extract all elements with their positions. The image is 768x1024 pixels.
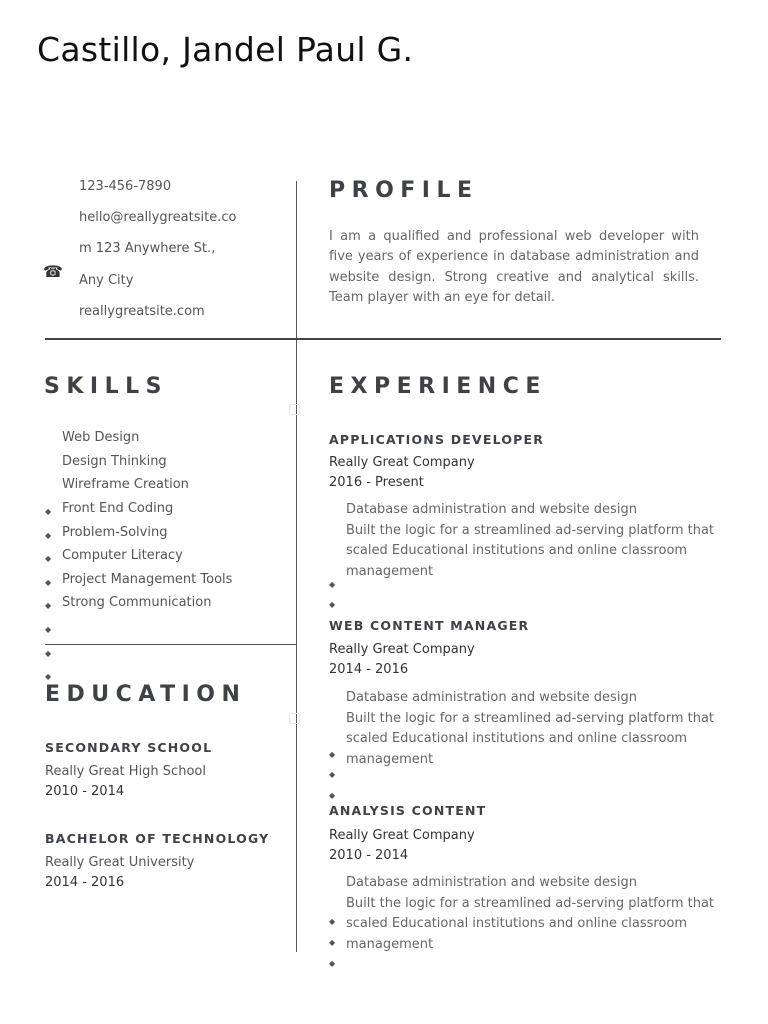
education-heading: EDUCATION — [45, 682, 247, 707]
vertical-divider-top — [296, 181, 297, 339]
bullet-icon: ◆ — [45, 507, 52, 516]
job-bullets — [346, 500, 718, 582]
bullet-icon: ◆ — [329, 938, 336, 947]
skill-item: Strong Communication — [62, 595, 212, 610]
job-years: 2014 - 2016 — [329, 662, 409, 677]
placeholder-box — [289, 404, 300, 415]
left-column-divider — [45, 644, 296, 645]
resume-name: Castillo, Jandel Paul G. — [37, 30, 414, 69]
skill-item: Project Management Tools — [62, 572, 233, 587]
experience-heading: EXPERIENCE — [329, 374, 547, 399]
contact-phone: 123-456-7890 — [79, 179, 172, 194]
job-bullets — [346, 688, 718, 770]
education-school: Really Great University — [45, 855, 195, 870]
bullet-icon: ◆ — [329, 959, 336, 968]
profile-heading: PROFILE — [329, 178, 479, 203]
education-years: 2010 - 2014 — [45, 784, 125, 799]
bullet-icon: ◆ — [329, 750, 336, 759]
job-role: WEB CONTENT MANAGER — [329, 618, 530, 633]
vertical-divider-main — [296, 339, 297, 952]
bullet-icon: ◆ — [45, 578, 52, 587]
bullet-icon: ◆ — [329, 917, 336, 926]
job-bullet-2: Built the logic for a streamlined ad-serving platform that scaled Educational institutions and online classroom management — [346, 522, 715, 579]
job-bullet-2: Built the logic for a streamlined ad-serving platform that scaled Educational institutions and online classroom management — [346, 895, 715, 952]
bullet-icon: ◆ — [45, 649, 52, 658]
education-degree: BACHELOR OF TECHNOLOGY — [45, 831, 270, 846]
skill-item: Wireframe Creation — [62, 477, 189, 492]
bullet-icon: ◆ — [45, 531, 52, 540]
bullet-icon: ◆ — [329, 600, 336, 609]
education-school: Really Great High School — [45, 764, 206, 779]
skills-heading: SKILLS — [44, 374, 168, 399]
job-role: APPLICATIONS DEVELOPER — [329, 432, 545, 447]
job-bullet-1: Database administration and website design — [346, 690, 637, 705]
placeholder-box — [289, 713, 300, 724]
bullet-icon: ◆ — [45, 601, 52, 610]
contact-address-line2: Any City — [79, 273, 134, 288]
profile-text: I am a qualified and professional web developer with five years of experience in database administration and website design. Strong creative and analytical skills. Team player with an eye for detail. — [329, 229, 699, 306]
skill-item: Problem-Solving — [62, 525, 168, 540]
job-company: Really Great Company — [329, 828, 475, 843]
job-bullets — [346, 873, 718, 955]
phone-icon: ☎ — [43, 262, 63, 281]
skill-item: Web Design — [62, 430, 140, 445]
bullet-icon: ◆ — [329, 791, 336, 800]
skill-item: Computer Literacy — [62, 548, 183, 563]
skill-item: Design Thinking — [62, 454, 167, 469]
job-company: Really Great Company — [329, 642, 475, 657]
job-bullet-1: Database administration and website design — [346, 875, 637, 890]
contact-website: reallygreatsite.com — [79, 304, 205, 319]
job-role: ANALYSIS CONTENT — [329, 803, 487, 818]
contact-email: hello@reallygreatsite.co — [79, 210, 237, 225]
bullet-icon: ◆ — [329, 580, 336, 589]
horizontal-divider — [45, 338, 721, 340]
job-bullet-2: Built the logic for a streamlined ad-serving platform that scaled Educational institutions and online classroom management — [346, 710, 715, 767]
job-company: Really Great Company — [329, 455, 475, 470]
job-bullet-1: Database administration and website design — [346, 502, 637, 517]
job-years: 2016 - Present — [329, 475, 424, 490]
bullet-icon: ◆ — [45, 625, 52, 634]
job-years: 2010 - 2014 — [329, 848, 409, 863]
education-degree: SECONDARY SCHOOL — [45, 740, 213, 755]
bullet-icon: ◆ — [45, 554, 52, 563]
skill-item: Front End Coding — [62, 501, 174, 516]
contact-address-line1: m 123 Anywhere St., — [79, 241, 216, 256]
education-years: 2014 - 2016 — [45, 875, 125, 890]
bullet-icon: ◆ — [45, 672, 52, 681]
bullet-icon: ◆ — [329, 770, 336, 779]
